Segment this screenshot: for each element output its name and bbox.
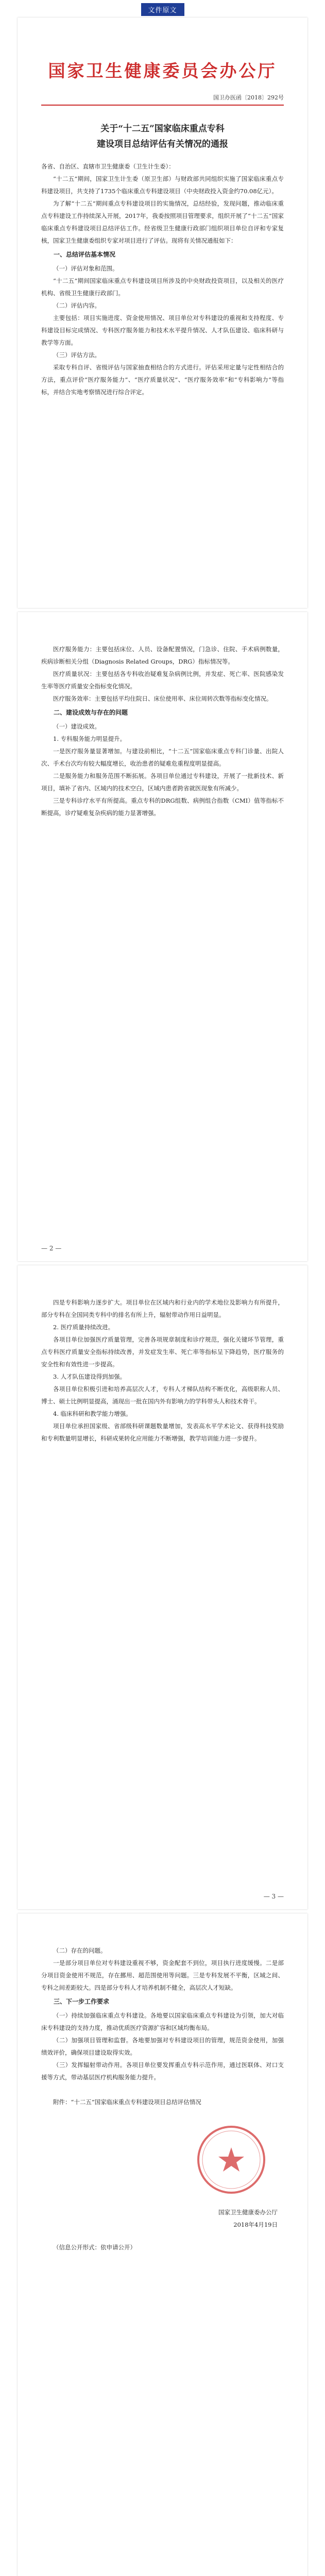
paragraph: 项目单位承担国家级、省部级科研课题数量增加，发表高水平学术论文、获得科技奖励和专利数量明显增长，科研成果转化应用能力不断增强，教学培训能力进一步提升。 xyxy=(41,1422,284,1442)
item-heading: 2. 医疗质量持续改进。 xyxy=(53,1324,114,1331)
document-page-2 xyxy=(18,612,307,1261)
issue-date: 2018年4月19日 xyxy=(233,2221,278,2228)
section-heading-2: 二、建设成效与存在的问题 xyxy=(54,709,128,716)
paragraph: 为了解“十二五”期间重点专科建设项目的实施情况，总结经验，发现问题，推动临床重点专科建设工作持续深入开展，2017年，我委按照项目管理要求，组织开展了“十二五”国家临床重点专科建设项目总结评估工作。经省级卫生健康行政部门组织项目单位自评和专家复核，国家卫生健康委组织专家对项目进行了评估。现将有关情况通报如下： xyxy=(41,200,284,244)
page-number: — 2 — xyxy=(41,1245,62,1252)
paragraph: 各项目单位加强医疗质量管理，完善各项规章制度和诊疗规范，强化关键环节管理，重点专科医疗质量安全指标持续改善，并发症发生率、死亡率等指标呈下降趋势，医疗服务的安全性和有效性进一步提高。 xyxy=(41,1336,284,1368)
paragraph: 医疗服务效率：主要包括平均住院日、床位使用率、床位周转次数等指标变化情况。 xyxy=(53,695,272,702)
signer: 国家卫生健康委办公厅 xyxy=(218,2209,278,2216)
salutation: 各省、自治区、直辖市卫生健康委（卫生计生委）： xyxy=(41,163,175,170)
red-divider xyxy=(41,105,284,106)
paragraph: “十二五”期间国家临床重点专科建设项目所涉及的中央财政投资项目，以及相关的医疗机构、省级卫生健康行政部门。 xyxy=(41,277,284,297)
paragraph: 四是专科影响力逐步扩大。项目单位在区域内和行业内的学术地位及影响力有所提升，部分专科在全国同类专科中的排名有所上升，辐射带动作用日益明显。 xyxy=(41,1299,284,1318)
document-original-badge: 文件原文 xyxy=(141,3,184,16)
title-line-1: 关于“十二五”国家临床重点专科 xyxy=(100,124,225,134)
official-seal-icon xyxy=(195,2124,267,2196)
paragraph: 医疗质量状况：主要包括各专科收治疑难复杂病例比例，并发症、死亡率、医院感染发生率等医疗质量安全指标变化情况。 xyxy=(41,670,284,690)
document-page-4 xyxy=(18,1913,307,2576)
title-line-2: 建设项目总结评估有关情况的通报 xyxy=(97,139,228,149)
paragraph: 二是服务能力和服务范围不断拓展。各项目单位通过专科建设，开展了一批新技术、新项目，填补了省内、区域内的技术空白，区域内患者跨省就医现象有所减少。 xyxy=(41,772,284,792)
paragraph: 三是专科诊疗水平有所提高。重点专科的DRG组数、病例组合指数（CMI）值等指标不断提高，诊疗疑难复杂疾病的能力显著增强。 xyxy=(41,797,284,817)
section-heading-3: 三、下一步工作要求 xyxy=(54,1998,110,2005)
subsection-heading: （三）评估方法。 xyxy=(53,351,100,359)
document-title xyxy=(41,121,284,152)
paragraph: 一是医疗服务量显著增加。与建设前相比，“十二五”国家临床重点专科门诊量、出院人次、手术台次均有较大幅度增长，收治患者的疑难危重程度明显提高。 xyxy=(41,748,284,767)
official-seal-area xyxy=(41,2129,278,2206)
attachment-note: 附件：“十二五”国家临床重点专科建设项目总结评估情况 xyxy=(53,2098,201,2106)
paragraph: 一是部分项目单位对专科建设重视不够，资金配套不到位，项目执行进度缓慢。二是部分项目资金使用不规范，存在挪用、超范围使用等问题。三是专科发展不平衡，区域之间、专科之间差距较大。四是部分专科人才培养机制不健全，高层次人才短缺。 xyxy=(41,1959,284,1991)
paragraph: （三）发挥辐射带动作用。各项目单位要发挥重点专科示范作用，通过医联体、对口支援等方式，带动基层医疗机构服务能力提升。 xyxy=(41,2061,284,2081)
page-number: — 3 — xyxy=(263,1893,284,1900)
subsection-heading: （一）建设成效。 xyxy=(53,723,100,730)
subsection-heading: （二）存在的问题。 xyxy=(53,1947,107,1954)
subsection-heading: （一）评估对象和范围。 xyxy=(53,265,118,272)
paragraph: 采取专科自评、省级评估与国家抽查相结合的方式进行。评估采用定量与定性相结合的方法，重点评价“医疗服务能力”、“医疗质量状况”、“医疗服务效率”和“专科影响力”等指标，并结合实地考察情况进行综合评定。 xyxy=(41,364,284,396)
paragraph: （二）加强项目管理和监督。各地要加强对专科建设项目的管理，规范资金使用，加强绩效评价，确保项目建设取得实效。 xyxy=(41,2037,284,2056)
paragraph: 主要包括：项目实施进度、资金使用情况、项目单位对专科建设的重视和支持程度、专科建设目标完成情况、专科医疗服务能力和技术水平提升情况、人才队伍建设、临床科研与教学等方面。 xyxy=(41,314,284,346)
section-heading-1: 一、总结评估基本情况 xyxy=(54,251,116,258)
paragraph: 医疗服务能力：主要包括床位、人员、设备配置情况，门急诊、住院、手术病例数量，疾病诊断相关分组（Diagnosis Related Groups，DRG）指标情况等。 xyxy=(41,646,284,665)
paragraph: 各项目单位积极引进和培养高层次人才，专科人才梯队结构不断优化，高级职称人员、博士、硕士比例明显提高，涌现出一批在国内外有影响力的学科带头人和技术骨干。 xyxy=(41,1385,284,1405)
item-heading: 4. 临床科研和教学能力增强。 xyxy=(53,1410,132,1417)
subsection-heading: （二）评估内容。 xyxy=(53,302,100,309)
paragraph: （一）持续加强临床重点专科建设。各地要以国家临床重点专科建设为引领，加大对临床专科建设的支持力度，推动优质医疗资源扩容和区域均衡布局。 xyxy=(41,2012,284,2031)
paragraph: “十二五”期间，国家卫生计生委（原卫生部）与财政部共同组织实施了国家临床重点专科建设项目，共支持了1735个临床重点专科建设项目（中央财政投入资金约70.08亿元）。 xyxy=(41,175,284,195)
document-page-3 xyxy=(18,1265,307,1909)
letterhead: 国家卫生健康委员会办公厅 xyxy=(48,61,277,81)
item-heading: 3. 人才队伍建设得到加强。 xyxy=(53,1373,126,1380)
document-page-1 xyxy=(18,18,307,608)
disclosure-note: （信息公开形式：依申请公开） xyxy=(53,2244,136,2251)
item-heading: 1. 专科服务能力明显提升。 xyxy=(53,735,126,742)
document-number: 国卫办医函〔2018〕292号 xyxy=(213,94,284,101)
top-badge-row xyxy=(0,0,325,14)
signature-block xyxy=(41,2129,284,2231)
